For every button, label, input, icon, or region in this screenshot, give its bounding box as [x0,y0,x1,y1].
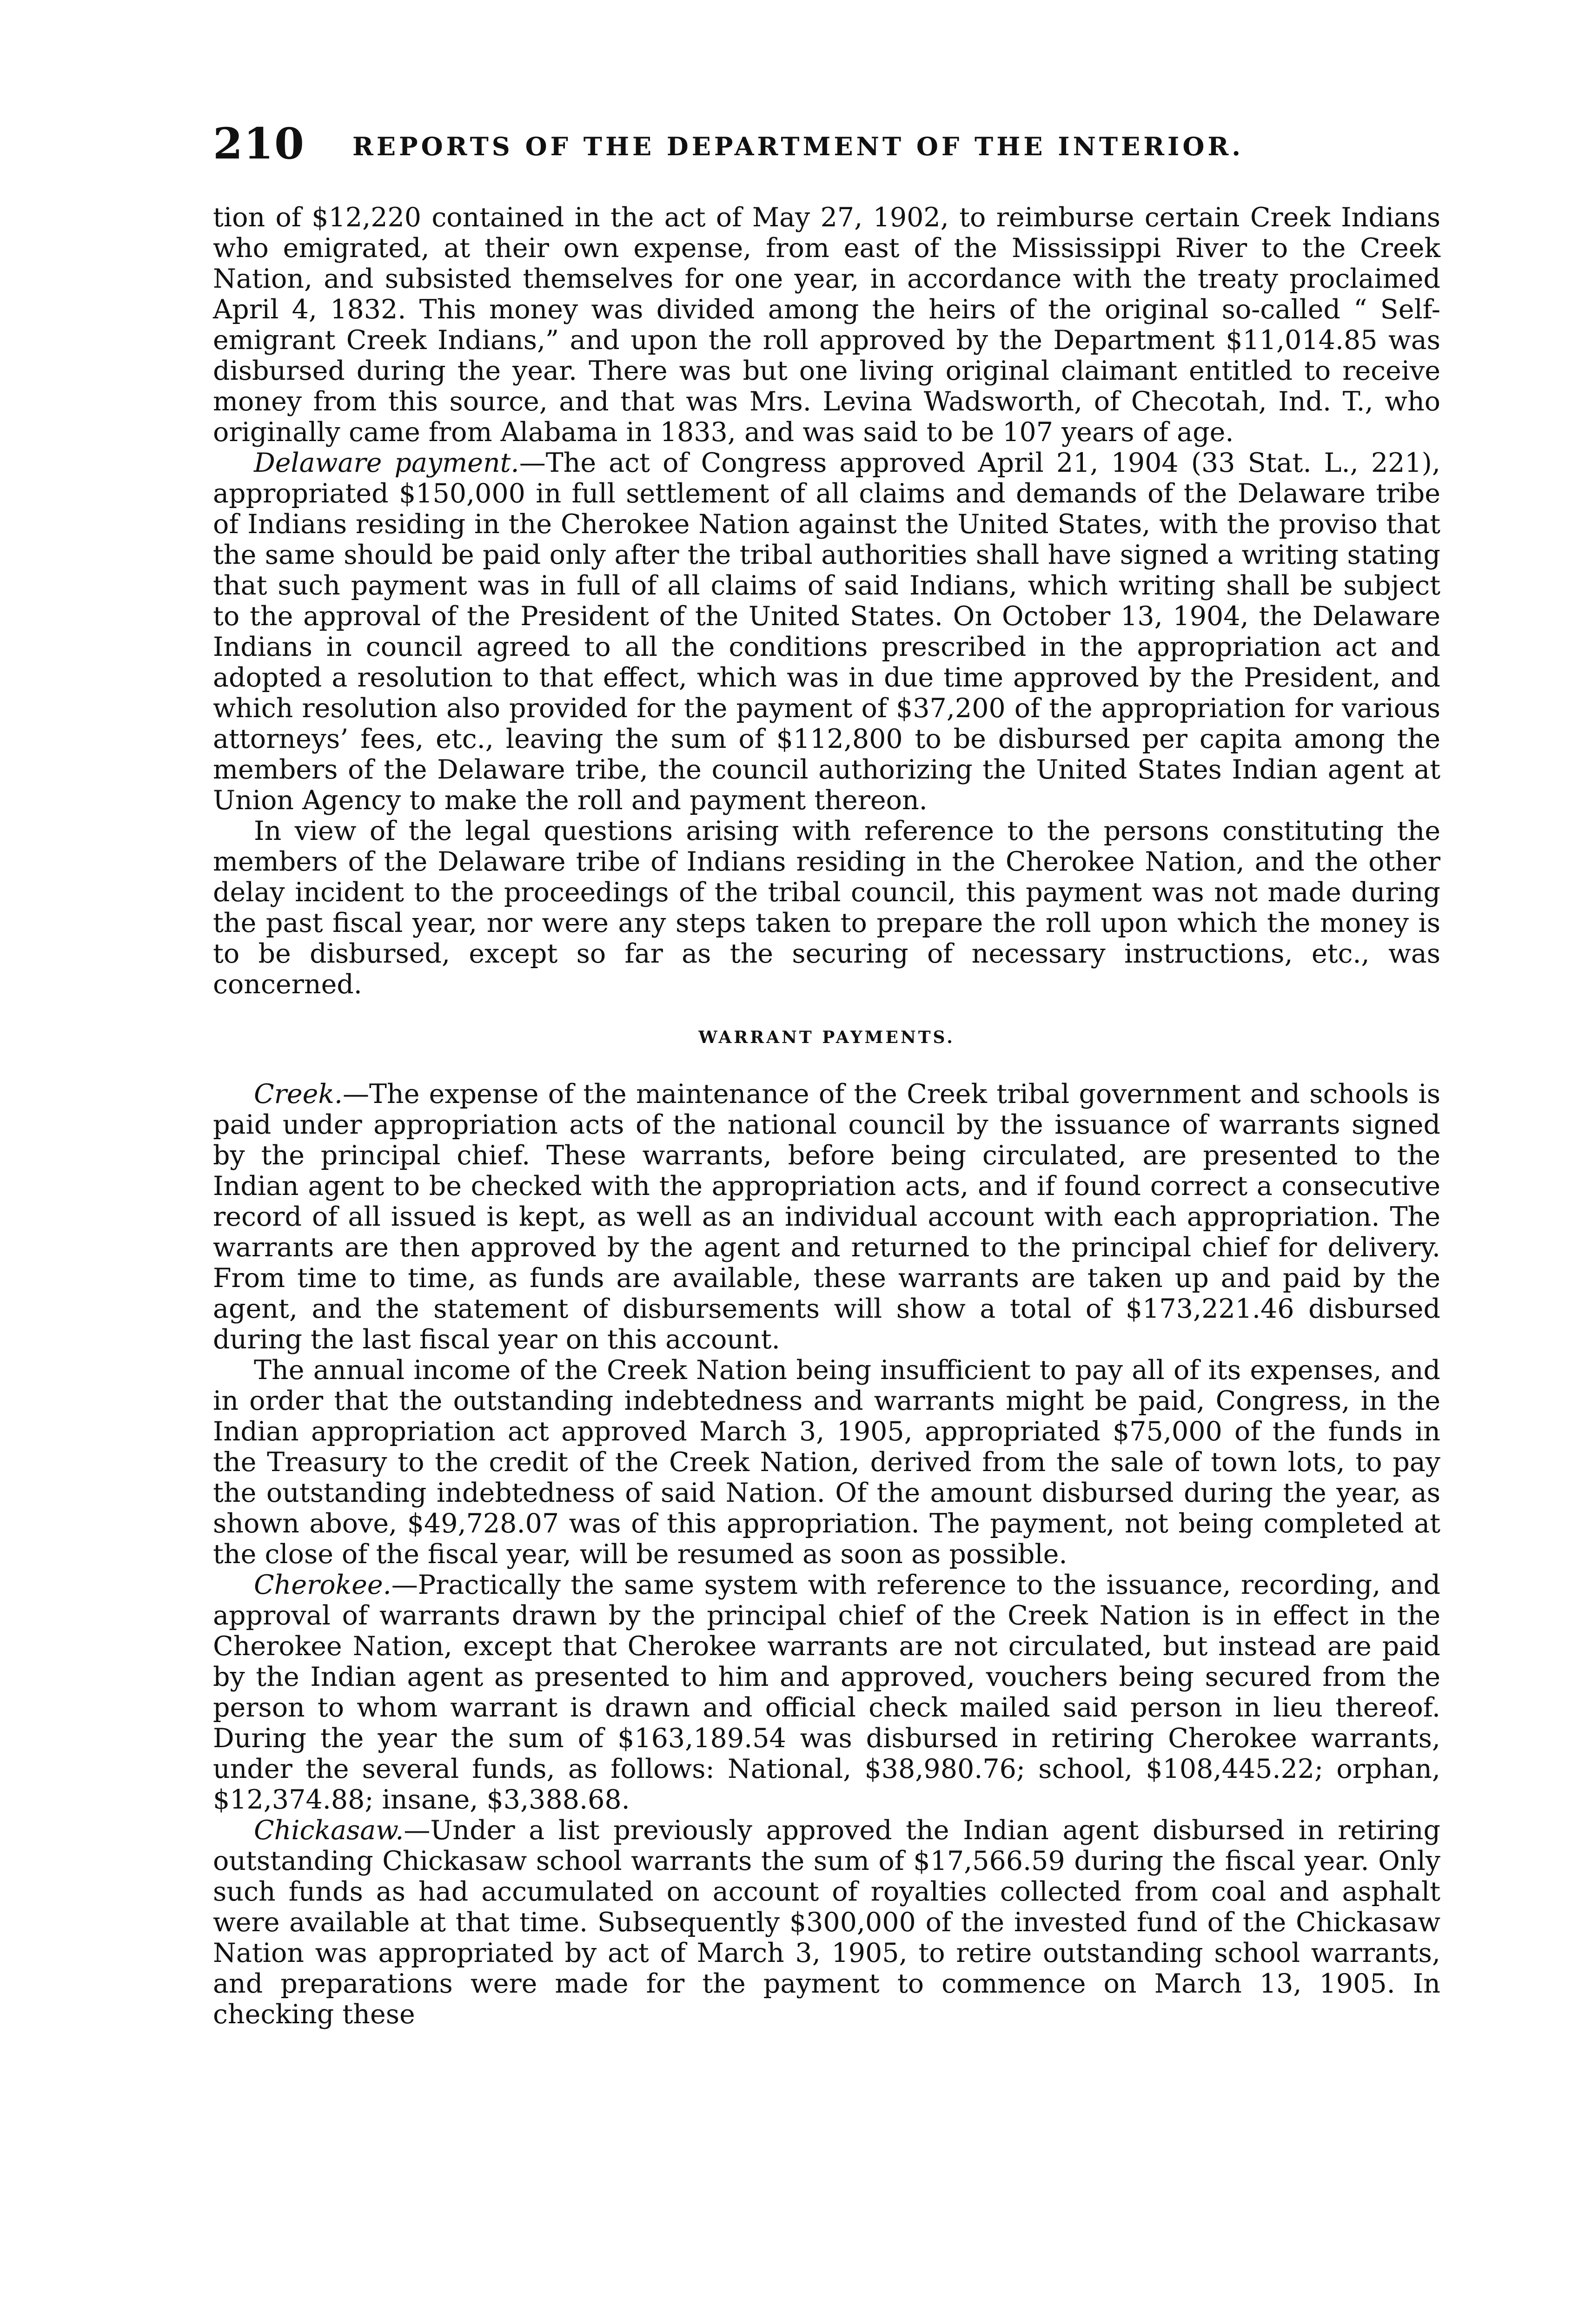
paragraph-body: —Practically the same system with reference to the issuance, recording, and approval of warrants drawn by the principal chief of the Creek Nation is in effect in the Cherokee Nation, except that Cherokee warrants are not circulated, but instead are paid by the Indian agent as presented to him and approved, vouchers being secured from the person to whom warrant is drawn and official check mailed said person in lieu thereof. During the year the sum of $163,189.54 was disbursed in retiring Cherokee warrants, under the several funds, as follows: National, $38,980.76; school, $108,445.22; orphan, $12,374.88; insane, $3,388.68. [213,1570,1440,1815]
paragraph-delaware-legal-questions: In view of the legal questions arising with reference to the persons constituting the members of the Delaware tribe of Indians residing in the Cherokee Nation, and the other delay incident to the proceedings of the tribal council, this payment was not made during the past fiscal year, nor were any steps taken to prepare the roll upon which the money is to be disbursed, except so far as the securing of necessary instructions, etc., was concerned. [213,816,1440,1000]
paragraph-cherokee [213,1570,1440,1815]
paragraph-lead: Delaware payment. [254,448,519,478]
paragraph-creek-income: The annual income of the Creek Nation being insufficient to pay all of its expenses, and in order that the outstanding indebtedness and warrants might be paid, Congress, in the Indian appropriation act approved March 3, 1905, appropriated $75,000 of the funds in the Treasury to the credit of the Creek Nation, derived from the sale of town lots, to pay the outstanding indebtedness of said Nation. Of the amount disbursed during the year, as shown above, $49,728.07 was of this appropriation. The payment, not being completed at the close of the fiscal year, will be resumed as soon as possible. [213,1355,1440,1570]
running-head: REPORTS OF THE DEPARTMENT OF THE INTERIOR. [352,132,1244,161]
paragraph-chickasaw [213,1815,1440,2030]
paragraph-self-emigrant: tion of $12,220 contained in the act of May 27, 1902, to reimburse certain Creek Indians who emigrated, at their own expense, from east of the Mississippi River to the Creek Nation, and subsisted themselves for one year, in accordance with the treaty proclaimed April 4, 1832. This money was divided among the heirs of the original so-called “ Self-emigrant Creek Indians,” and upon the roll approved by the Department $11,014.85 was disbursed during the year. There was but one living original claimant entitled to receive money from this source, and that was Mrs. Levina Wadsworth, of Checotah, Ind. T., who originally came from Alabama in 1833, and was said to be 107 years of age. [213,202,1440,448]
body-text [213,202,1440,2030]
page-header [213,119,1440,170]
page-number: 210 [213,119,305,169]
paragraph-body: —Under a list previously approved the Indian agent disbursed in retiring outstanding Chickasaw school warrants the sum of $17,566.59 during the fiscal year. Only such funds as had accumulated on account of royalties collected from coal and asphalt were available at that time. Subsequently $300,000 of the invested fund of the Chickasaw Nation was appropriated by act of March 3, 1905, to retire outstanding school warrants, and preparations were made for the payment to commence on March 13, 1905. In checking these [213,1815,1440,2030]
section-heading: WARRANT PAYMENTS. [698,1028,955,1047]
paragraph-lead: Creek. [254,1079,343,1109]
paragraph-lead: Chickasaw. [254,1815,404,1846]
paragraph-body: —The act of Congress approved April 21, 1904 (33 Stat. L., 221), appropriated $150,000 in full settlement of all claims and demands of the Delaware tribe of Indians residing in the Cherokee Nation against the United States, with the proviso that the same should be paid only after the tribal authorities shall have signed a writing stating that such payment was in full of all claims of said Indians, which writing shall be subject to the approval of the President of the United States. On October 13, 1904, the Delaware Indians in council agreed to all the conditions prescribed in the appropriation act and adopted a resolution to that effect, which was in due time approved by the President, and which resolution also provided for the payment of $37,200 of the appropriation for various attorneys’ fees, etc., leaving the sum of $112,800 to be disbursed per capita among the members of the Delaware tribe, the council authorizing the United States Indian agent at Union Agency to make the roll and payment thereon. [213,448,1440,816]
paragraph-body: —The expense of the maintenance of the Creek tribal government and schools is paid under appropriation acts of the national council by the issuance of warrants signed by the principal chief. These warrants, before being circulated, are presented to the Indian agent to be checked with the appropriation acts, and if found correct a consecutive record of all issued is kept, as well as an individual account with each appropriation. The warrants are then approved by the agent and returned to the principal chief for delivery. From time to time, as funds are available, these warrants are taken up and paid by the agent, and the statement of disbursements will show a total of $173,221.46 disbursed during the last fiscal year on this account. [213,1079,1440,1355]
paragraph-creek [213,1079,1440,1355]
paragraph-delaware-payment [213,448,1440,816]
paragraph-lead: Cherokee. [254,1570,391,1600]
